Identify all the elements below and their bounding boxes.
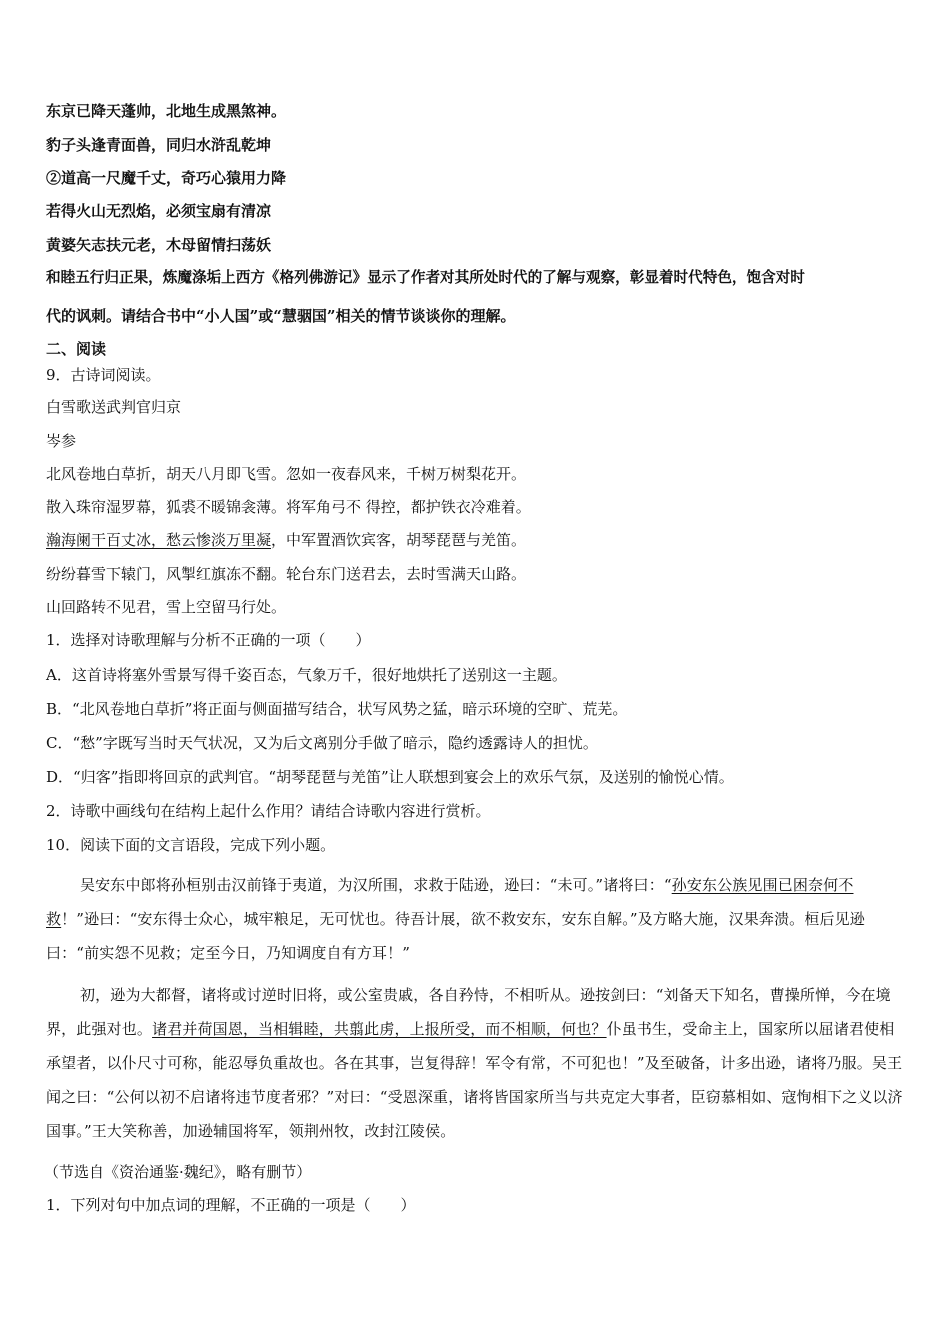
- poem-title: 白雪歌送武判官归京: [46, 398, 182, 416]
- question-10-sub-1: 1．下列对句中加点词的理解，不正确的一项是（ ）: [46, 1196, 416, 1214]
- passage-p1-text-a: 吴安东中郎将孙桓别击汉前锋于夷道，为汉所围，求救于陆逊，逊曰：“未可。”诸将曰：“: [80, 876, 672, 894]
- question-9-sub-1: 1．选择对诗歌理解与分析不正确的一项（ ）: [46, 631, 371, 649]
- poem-line-3: [46, 530, 526, 550]
- question-9-stem: 9．古诗词阅读。: [46, 366, 161, 384]
- underlined-line: 瀚海阑干百丈冰，愁云惨淡万里凝: [46, 531, 272, 549]
- section-heading-reading: 二、阅读: [46, 340, 107, 358]
- passage-p2-underlined: 诸君并荷国恩，当相辑睦，共翦此虏，上报所受，而不相顺，何也？: [152, 1020, 607, 1038]
- poem-list-line-6: 和睦五行归正果，炼魔涤垢上西方《格列佛游记》显示了作者对其所处时代的了解与观察，彰显着时代特色，饱含对时: [46, 269, 805, 286]
- option-d: D．“归客”指即将回京的武判官。“胡琴琵琶与羌笛”让人联想到宴会上的欢乐气氛，及送别的愉悦心情。: [46, 768, 734, 786]
- passage-source: （节选自《资治通鉴·魏纪》，略有删节）: [44, 1163, 312, 1181]
- passage-p2-text-a: 初，逊为大都督，诸将或讨逆时旧将，或公室贵戚，各自矜恃，不相听从。逊按剑曰：“刘备天下知名，曹操所惮，今在境界，此强对也。: [46, 986, 891, 1038]
- poem-line-4: 纷纷暮雪下辕门，风掣红旗冻不翻。轮台东门送君去，去时雪满天山路。: [46, 565, 527, 583]
- poem-author: 岑参: [46, 432, 77, 450]
- poem-list-line-1: 东京已降天蓬帅，北地生成黑煞神。: [46, 102, 287, 120]
- question-9-sub-2: 2．诗歌中画线句在结构上起什么作用？请结合诗歌内容进行赏析。: [46, 802, 491, 820]
- passage-paragraph-2: [46, 978, 906, 1148]
- poem-list-line-4: 若得火山无烈焰，必须宝扇有清凉: [46, 202, 272, 220]
- option-a: A．这首诗将塞外雪景写得千姿百态，气象万千，很好地烘托了送别这一主题。: [46, 666, 567, 684]
- poem-list-line-5: 黄婆矢志扶元老，木母留情扫荡妖: [46, 236, 272, 254]
- passage-p2-text-b: 仆虽书生，受命主上，国家所以屈诸君使相承望者，以仆尺寸可称，能忍辱负重故也。各在其事，岂复得辞！军令有常，不可犯也！”及至破备，计多出逊，诸将乃服。吴王闻之曰：“公何以初不启诸将违节度者邪？”对曰：“受恩深重，诸将皆国家所当与共克定大事者，臣窃慕相如、寇恂相下之义以济国事。”王大笑称善，加逊辅国将军，领荆州牧，改封江陵侯。: [46, 1020, 903, 1140]
- poem-line-5: 山回路转不见君，雪上空留马行处。: [46, 598, 287, 616]
- option-c: C．“愁”字既写当时天气状况，又为后文离别分手做了暗示，隐约透露诗人的担忧。: [46, 734, 598, 752]
- passage-paragraph-1: [46, 868, 906, 970]
- question-10-stem: 10．阅读下面的文言语段，完成下列小题。: [46, 836, 336, 854]
- option-b: B．“北风卷地白草折”将正面与侧面描写结合，状写风势之猛，暗示环境的空旷、荒芜。: [46, 700, 628, 718]
- passage-p1-text-b: ！”逊曰：“安东得士众心，城牢粮足，无可忧也。待吾计展，欲不救安东，安东自解。”及方略大施，汉果奔溃。桓后见逊曰：“前实怨不见救；定至今日，乃知调度自有方耳！”: [46, 910, 865, 962]
- passage-p1-underlined: 孙安东公族见围已困奈何不救: [46, 876, 854, 928]
- poem-list-line-2: 豹子头逢青面兽，同归水浒乱乾坤: [46, 136, 272, 154]
- poem-line-1: 北风卷地白草折，胡天八月即飞雪。忽如一夜春风来，千树万树梨花开。: [46, 465, 527, 483]
- poem-list-line-7: 代的讽刺。请结合书中“小人国”或“慧骃国”相关的情节谈谈你的理解。: [46, 307, 516, 325]
- poem-line-2: 散入珠帘湿罗幕，狐裘不暖锦衾薄。将军角弓不 得控，都护铁衣冷难着。: [46, 498, 531, 516]
- poem-line-3-rest: ，中军置酒饮宾客，胡琴琵琶与羌笛。: [271, 531, 527, 549]
- poem-list-line-3: ②道高一尺魔千丈，奇巧心猿用力降: [46, 169, 287, 187]
